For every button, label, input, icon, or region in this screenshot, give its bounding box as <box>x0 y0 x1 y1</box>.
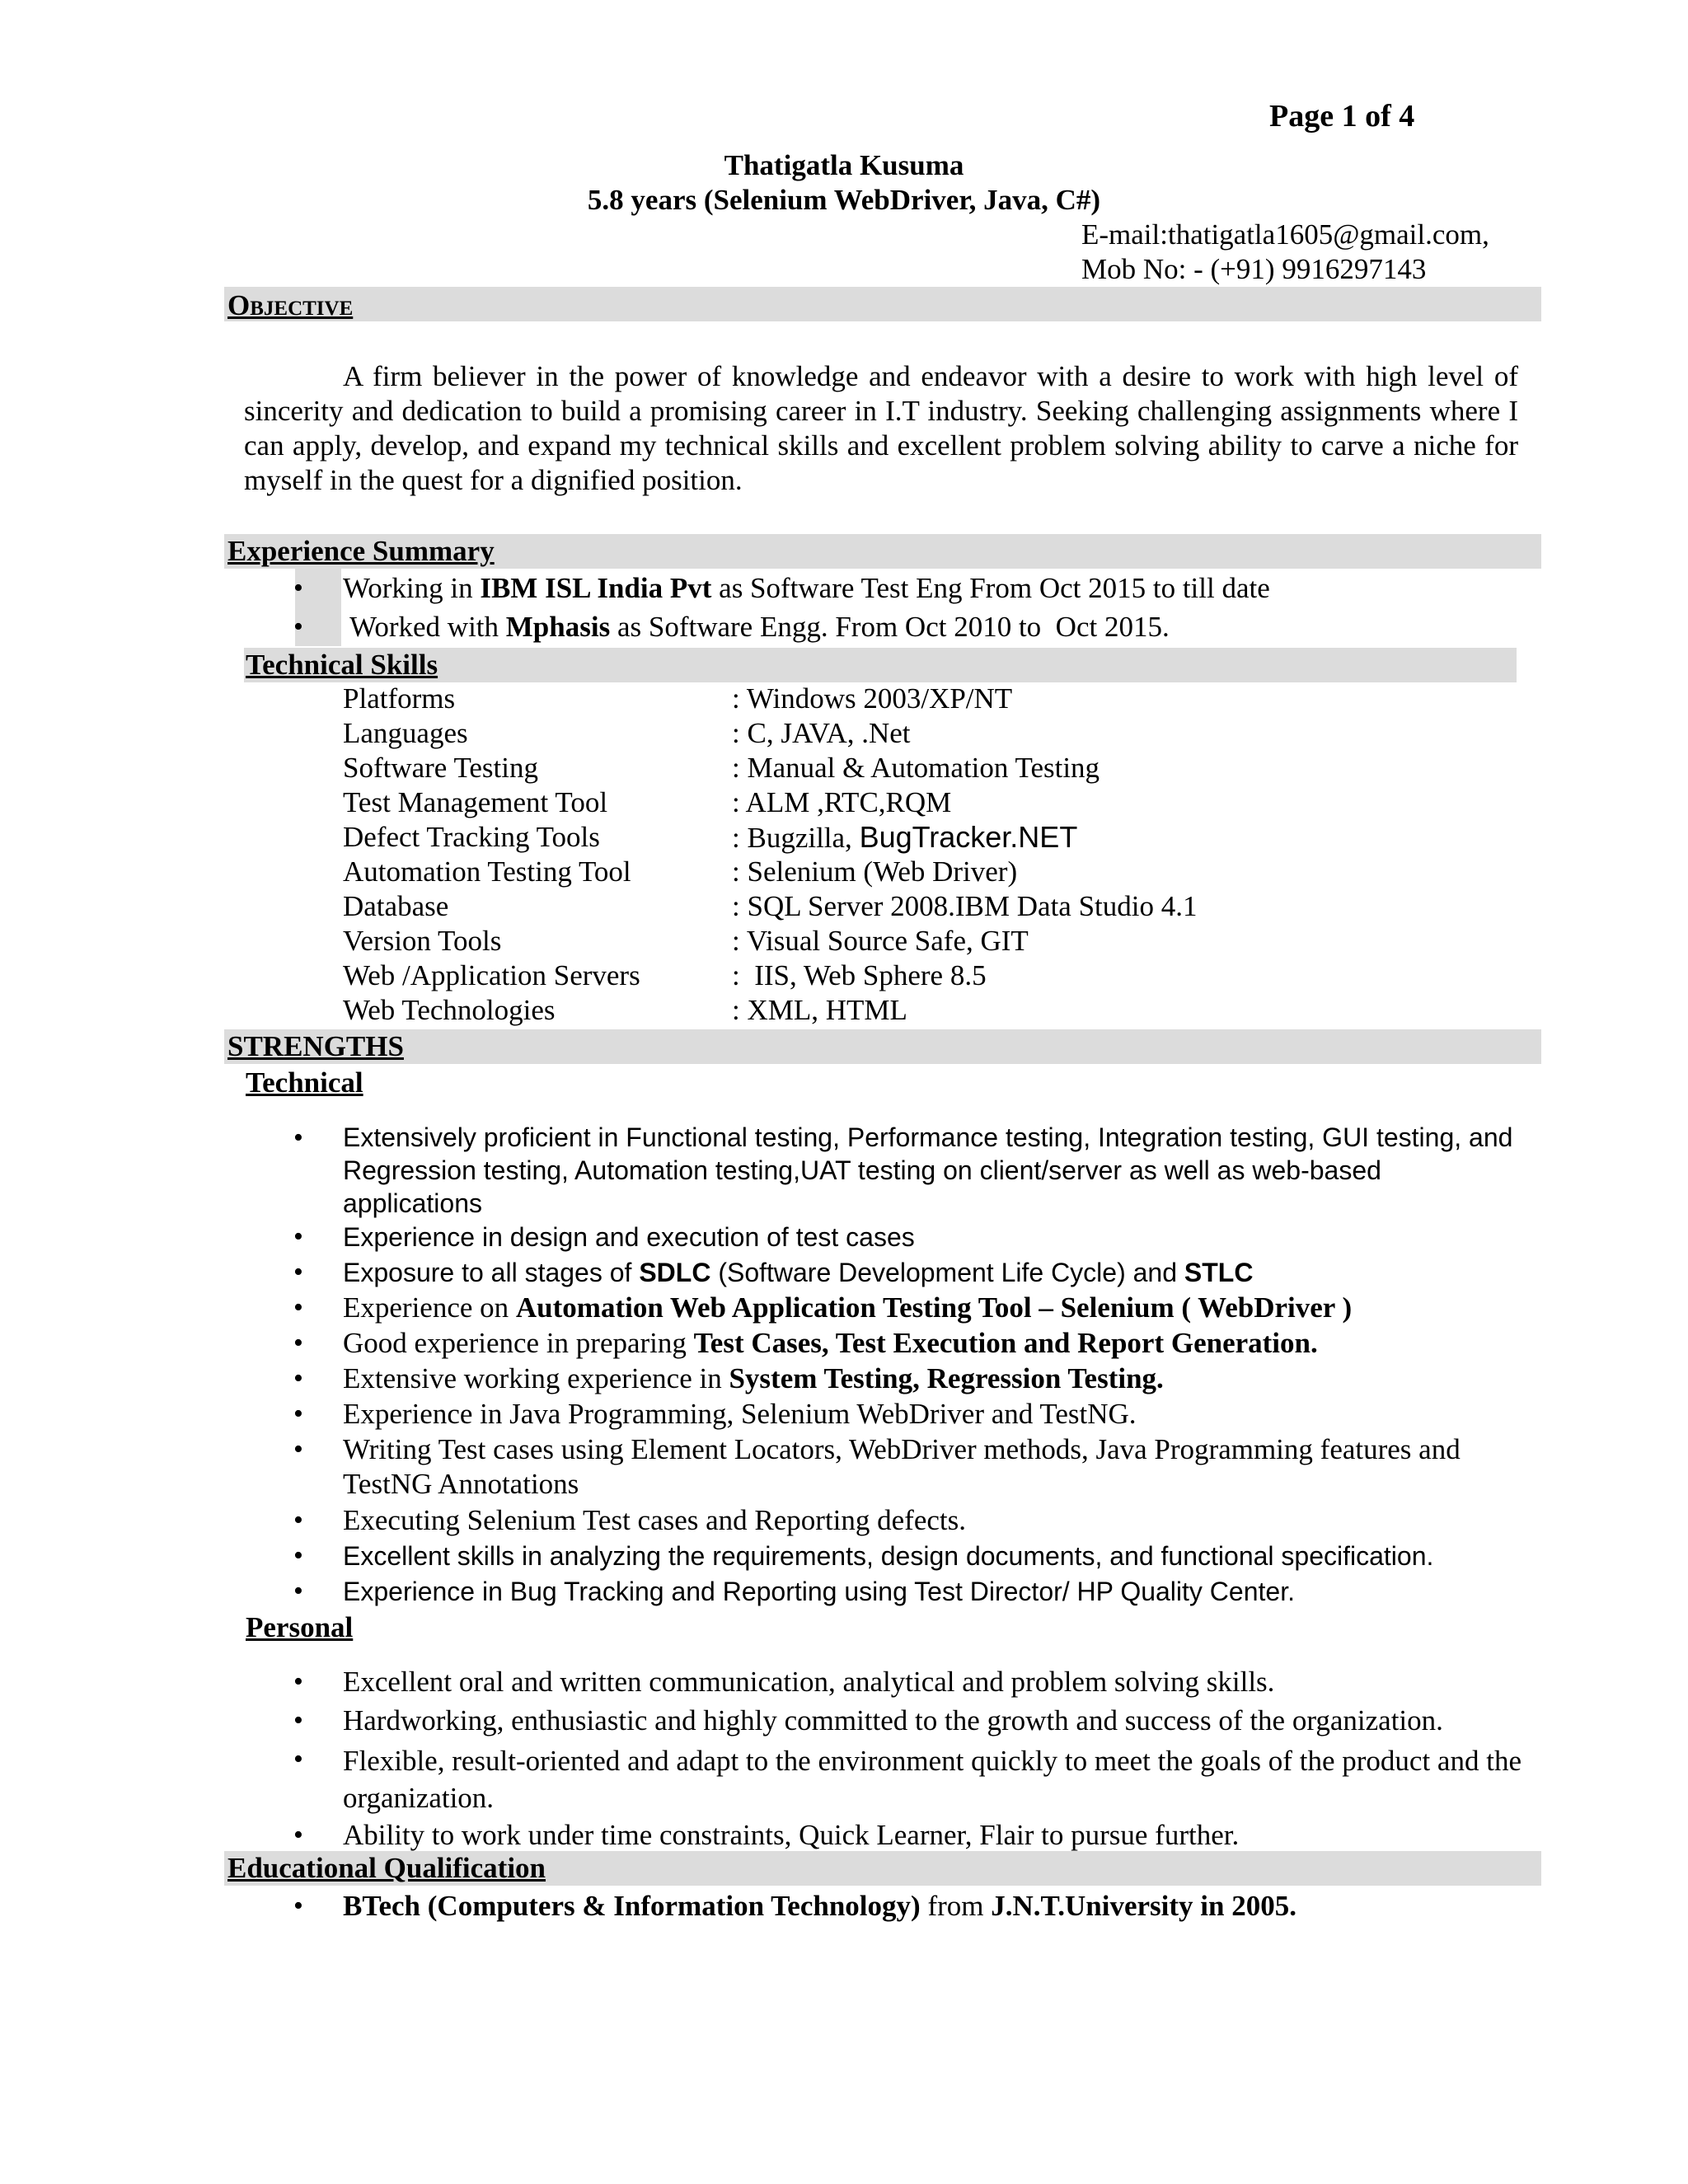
technical-strength-bold: Test Cases, Test Execution and Report Generation. <box>693 1327 1318 1359</box>
technical-strength-text: (Software Development Life Cycle) and <box>710 1258 1184 1287</box>
bullet-icon: • <box>293 1705 303 1736</box>
technical-strength-text: Exposure to all stages of <box>343 1258 640 1287</box>
technical-strength-text: Experience in Java Programming, Selenium WebDriver and TestNG. <box>343 1398 1137 1430</box>
skill-value: : Windows 2003/XP/NT <box>732 682 1013 715</box>
skill-label: Automation Testing Tool <box>343 855 631 888</box>
bullet-icon: • <box>293 1328 303 1358</box>
technical-strength-text: Good experience in preparing <box>343 1327 694 1359</box>
technical-strength-text: Experience on <box>343 1291 516 1324</box>
skill-label: Languages <box>343 717 468 749</box>
skill-row <box>0 993 1688 1028</box>
experience-item-text: as Software Test Eng From Oct 2015 to till date <box>711 572 1270 604</box>
skill-row <box>0 889 1688 924</box>
bullet-icon: • <box>293 1122 303 1153</box>
bullet-icon: • <box>293 1505 303 1535</box>
employer-name: Mphasis <box>505 611 611 643</box>
page-number: Page 1 of 4 <box>1269 99 1415 134</box>
skill-row <box>0 820 1688 855</box>
skill-row <box>0 855 1688 889</box>
education-connector: from <box>920 1890 992 1922</box>
bullet-icon: • <box>293 1666 303 1697</box>
skill-value: : ALM ,RTC,RQM <box>732 786 952 818</box>
skill-label: Software Testing <box>343 752 539 784</box>
experience-heading: Experience Summary <box>227 535 495 567</box>
bullet-icon: • <box>293 1820 303 1850</box>
bullet-icon: • <box>293 1744 303 1774</box>
technical-subheading: Technical <box>246 1066 363 1099</box>
technical-strength-text: Experience in Bug Tracking and Reporting using Test Director/ HP Quality Center. <box>343 1577 1295 1606</box>
personal-subheading: Personal <box>246 1611 354 1643</box>
bullet-icon: • <box>293 1257 303 1287</box>
personal-strength-text: Excellent oral and written communication, analytical and problem solving skills. <box>343 1666 1275 1698</box>
bullet-icon: • <box>293 1221 303 1252</box>
technical-strength-text: Extensive working experience in <box>343 1362 729 1394</box>
bullet-icon: • <box>293 573 303 603</box>
technical-strength-bold: SDLC <box>639 1258 711 1287</box>
bullet-icon: • <box>293 1540 303 1571</box>
objective-heading: Objective <box>227 289 354 321</box>
candidate-name: Thatigatla Kusuma <box>724 149 964 181</box>
technical-strength-text: Writing Test cases using Element Locators, WebDriver methods, Java Programming features and TestNG Annotations <box>343 1433 1461 1500</box>
skills-heading: Technical Skills <box>246 649 438 681</box>
bullet-icon: • <box>293 1576 303 1606</box>
experience-item-text: as Software Engg. From Oct 2010 to Oct 2015. <box>610 611 1170 643</box>
bullet-icon: • <box>293 1891 303 1921</box>
contact-email: E-mail:thatigatla1605@gmail.com, <box>1081 218 1489 251</box>
skill-label: Database <box>343 890 449 922</box>
skill-value: : C, JAVA, .Net <box>732 717 911 749</box>
skill-row <box>0 924 1688 958</box>
skill-value-extra: BugTracker.NET <box>859 820 1078 854</box>
skill-value: : Visual Source Safe, GIT <box>732 925 1029 957</box>
skill-value: : Manual & Automation Testing <box>732 752 1100 784</box>
skill-value: : IIS, Web Sphere 8.5 <box>732 959 987 991</box>
strengths-band <box>224 1029 1541 1064</box>
experience-headline: 5.8 years (Selenium WebDriver, Java, C#) <box>587 184 1101 216</box>
technical-strength-text: Executing Selenium Test cases and Reporting defects. <box>343 1504 967 1536</box>
technical-strength-bold: System Testing, Regression Testing. <box>729 1362 1164 1394</box>
skill-label: Test Management Tool <box>343 786 608 818</box>
skill-value: : XML, HTML <box>732 994 907 1026</box>
technical-strength-bold: Automation Web Application Testing Tool – Selenium ( WebDriver ) <box>515 1291 1353 1324</box>
employer-name: IBM ISL India Pvt <box>480 572 712 604</box>
skill-row <box>0 716 1688 751</box>
objective-paragraph: A firm believer in the power of knowledge and endeavor with a desire to work with high level of sincerity and dedication to build a promising career in I.T industry. Seeking challenging assignments where I can apply, develop, and expand my technical skills and excellent problem solving ability to carve a niche for myself in the quest for a dignified position. <box>244 360 1518 496</box>
bullet-icon: • <box>293 612 303 642</box>
bullet-icon: • <box>293 1434 303 1465</box>
skill-label: Defect Tracking Tools <box>343 821 600 853</box>
technical-strength-text: Experience in design and execution of test cases <box>343 1222 915 1252</box>
skill-row <box>0 751 1688 785</box>
skill-value: : SQL Server 2008.IBM Data Studio 4.1 <box>732 890 1198 922</box>
skill-label: Version Tools <box>343 925 502 957</box>
bullet-icon: • <box>293 1399 303 1429</box>
personal-strength-text: Hardworking, enthusiastic and highly committed to the growth and success of the organization. <box>343 1704 1443 1736</box>
skill-label: Web Technologies <box>343 994 556 1026</box>
skill-value: : Selenium (Web Driver) <box>732 855 1018 888</box>
bullet-icon: • <box>293 1292 303 1323</box>
skill-label: Platforms <box>343 682 456 715</box>
personal-strength-text: Ability to work under time constraints, Quick Learner, Flair to pursue further. <box>343 1819 1240 1851</box>
technical-strength-text: Extensively proficient in Functional testing, Performance testing, Integration testing, GUI testing, and Regression testing, Automation testing,UAT testing on client/server as well as web-based applications <box>343 1122 1513 1218</box>
technical-strength-text: Excellent skills in analyzing the requirements, design documents, and functional specification. <box>343 1541 1434 1571</box>
objective-band <box>224 287 1541 321</box>
bullet-icon: • <box>293 1363 303 1394</box>
degree-name: BTech (Computers & Information Technology) <box>343 1890 921 1922</box>
education-heading: Educational Qualification <box>227 1852 546 1884</box>
skill-row <box>0 785 1688 820</box>
university-year: J.N.T.University in 2005. <box>991 1890 1296 1922</box>
personal-strength-text: Flexible, result-oriented and adapt to the environment quickly to meet the goals of the product and the organization. <box>343 1745 1522 1814</box>
skill-row <box>0 682 1688 716</box>
skill-value: : Bugzilla, <box>732 822 860 854</box>
experience-item-text: Working in <box>343 572 481 604</box>
technical-strength-bold: STLC <box>1184 1258 1254 1287</box>
skill-label: Web /Application Servers <box>343 959 640 991</box>
contact-mobile: Mob No: - (+91) 9916297143 <box>1081 253 1427 285</box>
skill-row <box>0 958 1688 993</box>
experience-item-text: Worked with <box>343 611 506 643</box>
strengths-heading: STRENGTHS <box>227 1030 404 1062</box>
